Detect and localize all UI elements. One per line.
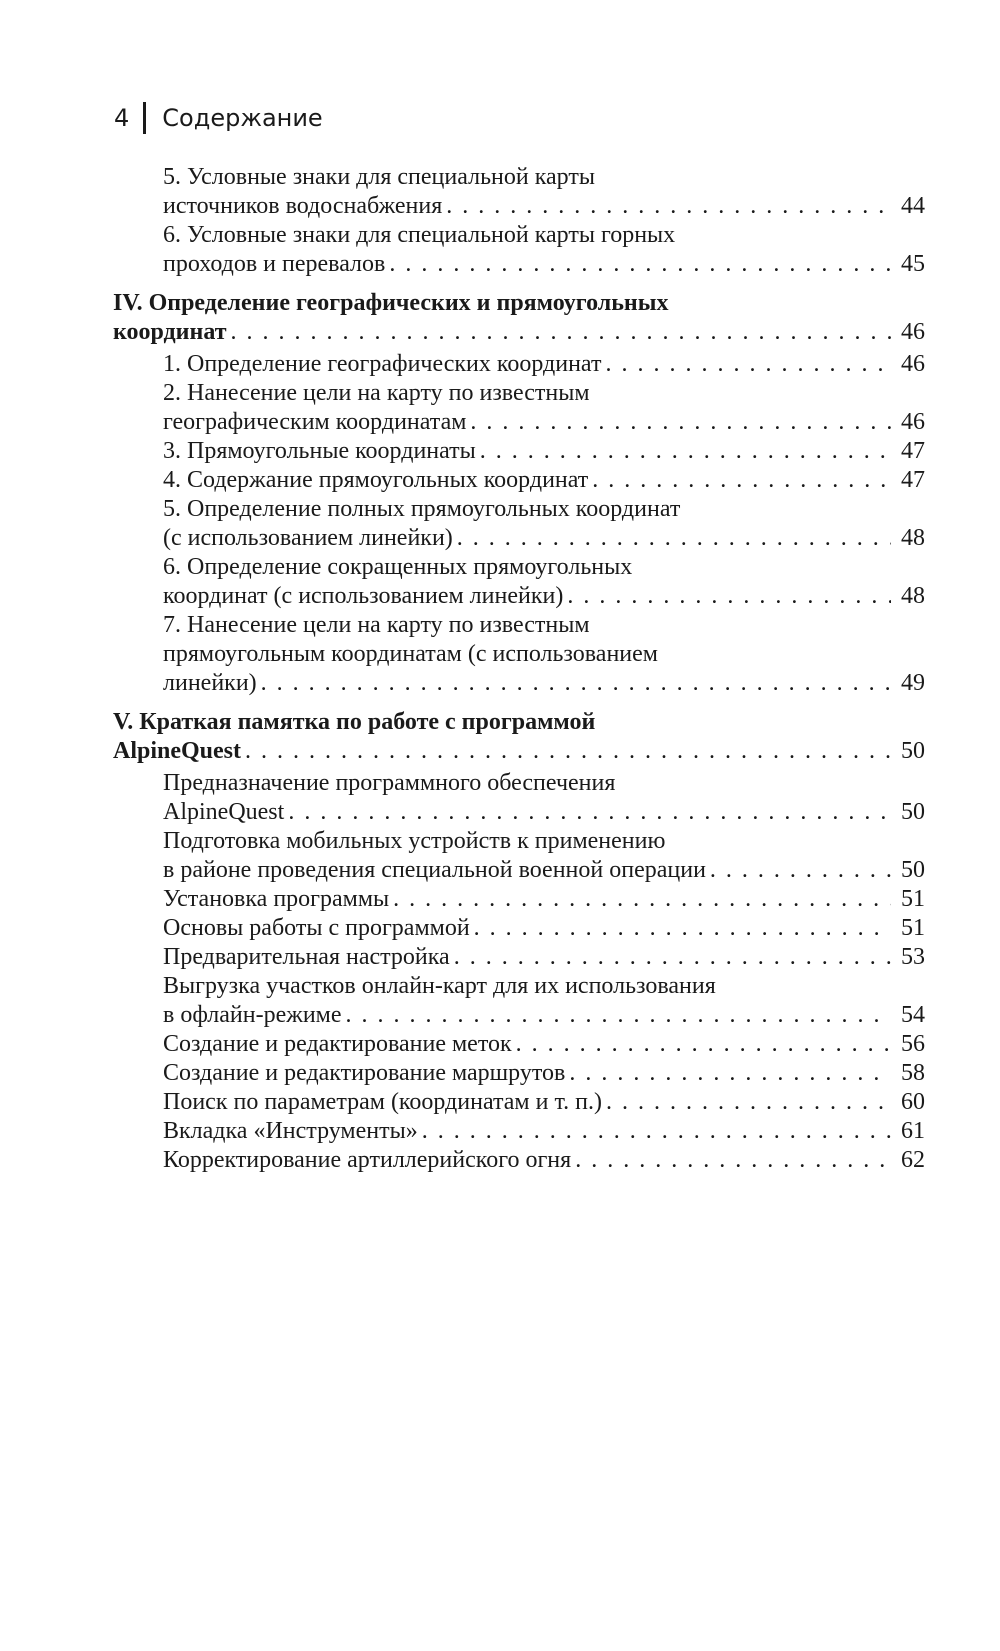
- toc-entry-text: 3. Прямоугольные координаты: [163, 438, 476, 464]
- dot-leader: [567, 582, 891, 611]
- toc-entry-lastline: [163, 1146, 925, 1175]
- toc-page-number: 61: [901, 1118, 925, 1144]
- toc-entry-text: проходов и перевалов: [163, 251, 386, 277]
- toc-entry-text: (с использованием линейки): [163, 525, 453, 551]
- toc-page-number: 58: [901, 1060, 925, 1086]
- toc-entry-lastline: [163, 1030, 925, 1059]
- toc-page-number: 50: [901, 857, 925, 883]
- toc-entry-text: 6. Условные знаки для специальной карты горных: [163, 222, 676, 248]
- dot-leader: [480, 437, 891, 466]
- dot-leader: [605, 350, 891, 379]
- toc-entry-text: линейки): [163, 670, 257, 696]
- toc-entry-text: в офлайн-режиме: [163, 1002, 342, 1028]
- toc-page-number: 48: [901, 583, 925, 609]
- dot-leader: [454, 943, 891, 972]
- running-header: [114, 98, 323, 138]
- toc-entry-text: AlpineQuest: [163, 799, 285, 825]
- toc-entry[interactable]: [113, 221, 925, 279]
- page-number: 4: [114, 104, 130, 132]
- toc-entry-text: Установка программы: [163, 886, 390, 912]
- toc-entry-text: Вкладка «Инструменты»: [163, 1118, 418, 1144]
- dot-leader: [422, 1117, 891, 1146]
- toc-entry-lastline: [163, 250, 925, 279]
- toc-entry-lastline: [113, 318, 925, 347]
- toc-entry-text: Корректирование артиллерийского огня: [163, 1147, 572, 1173]
- toc-entry[interactable]: [113, 553, 925, 611]
- toc-page-number: 62: [901, 1147, 925, 1173]
- toc-entry[interactable]: [113, 943, 925, 972]
- toc-entry[interactable]: [113, 1059, 925, 1088]
- toc-entry-text: 6. Определение сокращенных прямоугольных: [163, 554, 633, 580]
- toc-entry-lastline: [163, 1088, 925, 1117]
- toc-entry-lastline: [163, 1059, 925, 1088]
- toc-page-number: 54: [901, 1002, 925, 1028]
- table-of-contents: [113, 163, 925, 1175]
- toc-section-entry[interactable]: [113, 289, 925, 347]
- dot-leader: [261, 669, 891, 698]
- toc-entry-text: V. Краткая памятка по работе с программой: [113, 709, 596, 735]
- toc-entry-lastline: [163, 943, 925, 972]
- toc-entry[interactable]: [113, 769, 925, 827]
- toc-entry[interactable]: [113, 437, 925, 466]
- toc-page-number: 46: [901, 409, 925, 435]
- toc-entry-text: Выгрузка участков онлайн-карт для их использования: [163, 973, 716, 999]
- toc-entry-lastline: [163, 1001, 925, 1030]
- toc-entry-lastline: [163, 408, 925, 437]
- toc-entry-text: 7. Нанесение цели на карту по известным: [163, 612, 590, 638]
- toc-page-number: 47: [901, 467, 925, 493]
- toc-entry-text: прямоугольным координатам (с использованием: [163, 641, 658, 667]
- toc-page-number: 47: [901, 438, 925, 464]
- dot-leader: [231, 318, 891, 347]
- toc-page-number: 46: [901, 351, 925, 377]
- toc-entry-lastline: [163, 350, 925, 379]
- toc-entry-text: Предназначение программного обеспечения: [163, 770, 616, 796]
- toc-entry[interactable]: [113, 1117, 925, 1146]
- toc-entry-text: Создание и редактирование меток: [163, 1031, 512, 1057]
- toc-entry-text: источников водоснабжения: [163, 193, 443, 219]
- toc-entry-lastline: [163, 856, 925, 885]
- toc-entry-lastline: [163, 669, 925, 698]
- toc-entry-text: Предварительная настройка: [163, 944, 450, 970]
- toc-entry-text: 4. Содержание прямоугольных координат: [163, 467, 589, 493]
- toc-entry-text: IV. Определение географических и прямоугольных: [113, 290, 669, 316]
- toc-entry-text: Основы работы с программой: [163, 915, 470, 941]
- dot-leader: [470, 408, 891, 437]
- toc-page-number: 51: [901, 886, 925, 912]
- toc-entry[interactable]: [113, 1146, 925, 1175]
- dot-leader: [288, 798, 891, 827]
- toc-page-number: 60: [901, 1089, 925, 1115]
- toc-entry-text: 2. Нанесение цели на карту по известным: [163, 380, 590, 406]
- dot-leader: [346, 1001, 891, 1030]
- toc-entry[interactable]: [113, 611, 925, 698]
- toc-page-number: 48: [901, 525, 925, 551]
- dot-leader: [516, 1030, 891, 1059]
- toc-page-number: 56: [901, 1031, 925, 1057]
- toc-entry[interactable]: [113, 1030, 925, 1059]
- toc-entry-lastline: [163, 914, 925, 943]
- toc-page-number: 50: [901, 738, 925, 764]
- toc-entry-text: 5. Условные знаки для специальной карты: [163, 164, 595, 190]
- toc-entry-lastline: [163, 885, 925, 914]
- toc-entry-text: географическим координатам: [163, 409, 467, 435]
- toc-page-number: 44: [901, 193, 925, 219]
- toc-page-number: 45: [901, 251, 925, 277]
- toc-entry[interactable]: [113, 495, 925, 553]
- toc-entry-text: Создание и редактирование маршрутов: [163, 1060, 566, 1086]
- toc-section-entry[interactable]: [113, 708, 925, 766]
- toc-entry-lastline: [163, 524, 925, 553]
- toc-entry-text: 1. Определение географических координат: [163, 351, 602, 377]
- toc-entry[interactable]: [113, 350, 925, 379]
- toc-entry-lastline: [163, 466, 925, 495]
- toc-entry-text: 5. Определение полных прямоугольных координат: [163, 496, 681, 522]
- toc-entry-text: координат (с использованием линейки): [163, 583, 564, 609]
- dot-leader: [245, 737, 891, 766]
- toc-entry[interactable]: [113, 1088, 925, 1117]
- dot-leader: [446, 192, 891, 221]
- dot-leader: [457, 524, 891, 553]
- toc-entry-lastline: [163, 1117, 925, 1146]
- toc-entry[interactable]: [113, 827, 925, 885]
- header-title: Содержание: [162, 104, 323, 132]
- toc-entry[interactable]: [113, 379, 925, 437]
- toc-entry-lastline: [113, 737, 925, 766]
- dot-leader: [592, 466, 891, 495]
- toc-entry-text: Подготовка мобильных устройств к применению: [163, 828, 666, 854]
- toc-page-number: 51: [901, 915, 925, 941]
- toc-entry-text: в районе проведения специальной военной операции: [163, 857, 706, 883]
- toc-entry[interactable]: [113, 914, 925, 943]
- toc-page-number: 50: [901, 799, 925, 825]
- dot-leader: [606, 1088, 891, 1117]
- toc-entry-text: Поиск по параметрам (координатам и т. п.): [163, 1089, 602, 1115]
- dot-leader: [575, 1146, 891, 1175]
- toc-entry[interactable]: [113, 466, 925, 495]
- toc-entry-text: координат: [113, 319, 227, 345]
- toc-entry[interactable]: [113, 885, 925, 914]
- dot-leader: [389, 250, 891, 279]
- dot-leader: [474, 914, 891, 943]
- toc-entry[interactable]: [113, 972, 925, 1030]
- dot-leader: [710, 856, 891, 885]
- toc-entry[interactable]: [113, 163, 925, 221]
- toc-page-number: 46: [901, 319, 925, 345]
- dot-leader: [393, 885, 891, 914]
- toc-entry-lastline: [163, 437, 925, 466]
- dot-leader: [569, 1059, 891, 1088]
- header-divider: [143, 102, 146, 134]
- toc-entry-text: AlpineQuest: [113, 738, 242, 764]
- toc-page-number: 53: [901, 944, 925, 970]
- toc-entry-lastline: [163, 798, 925, 827]
- toc-page-number: 49: [901, 670, 925, 696]
- toc-entry-lastline: [163, 582, 925, 611]
- toc-entry-lastline: [163, 192, 925, 221]
